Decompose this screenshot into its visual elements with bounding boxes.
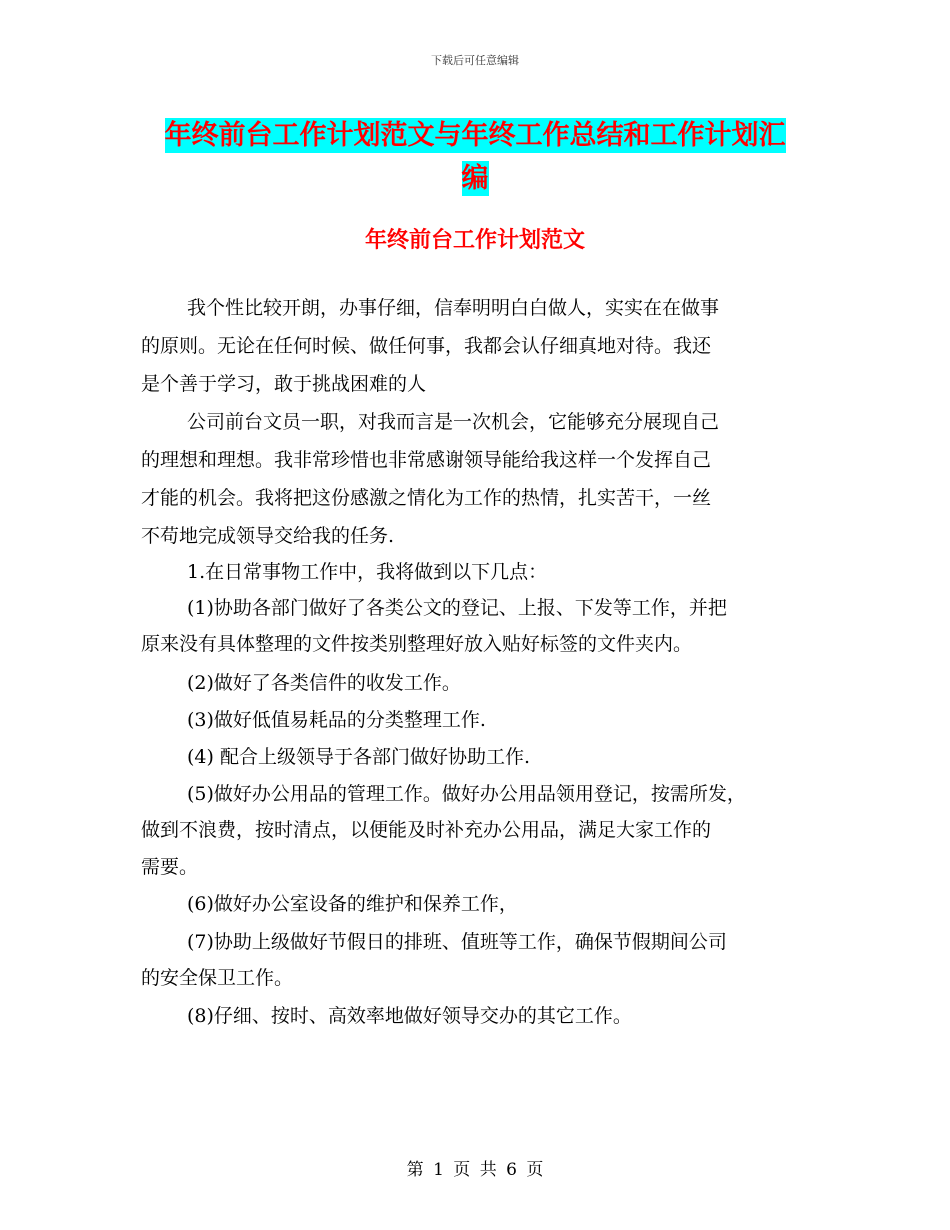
list-item: (6)做好办公室设备的维护和保养工作， xyxy=(187,893,518,915)
paragraph-line: 公司前台文员一职，对我而言是一次机会，它能够充分展现自己 xyxy=(187,411,720,433)
list-item-continuation: 的安全保卫工作。 xyxy=(141,967,294,989)
paragraph-line: 的理想和理想。我非常珍惜也非常感谢领导能给我这样一个发挥自己 xyxy=(141,449,712,471)
list-item: (1)协助各部门做好了各类公文的登记、上报、下发等工作，并把 xyxy=(187,597,727,619)
list-item-continuation: 需要。 xyxy=(141,856,199,878)
paragraph-line: 我个性比较开朗，办事仔细，信奉明明白白做人，实实在在做事 xyxy=(187,297,720,319)
paragraph-line: 不苟地完成领导交给我的任务. xyxy=(141,525,395,547)
list-heading: 1.在日常事物工作中，我将做到以下几点： xyxy=(187,561,548,583)
document-title-line-2: 编 xyxy=(461,163,489,194)
page-number: 第 1 页 共 6 页 xyxy=(406,1160,544,1180)
document-title-line-1: 年终前台工作计划范文与年终工作总结和工作计划汇 xyxy=(164,120,786,151)
list-item-continuation: 做到不浪费，按时清点，以便能及时补充办公用品，满足大家工作的 xyxy=(141,819,712,841)
list-item: (2)做好了各类信件的收发工作。 xyxy=(187,672,461,694)
list-item: (5)做好办公用品的管理工作。做好办公用品领用登记，按需所发， xyxy=(187,783,746,805)
section-title: 年终前台工作计划范文 xyxy=(364,228,585,253)
paragraph-line: 的原则。无论在任何时候、做任何事，我都会认仔细真地对待。我还 xyxy=(141,335,712,357)
list-item: (7)协助上级做好节假日的排班、值班等工作，确保节假期间公司 xyxy=(187,931,727,953)
paragraph-line: 是个善于学习，敢于挑战困难的人 xyxy=(141,373,427,395)
header-note: 下载后可任意编辑 xyxy=(431,54,519,67)
list-item: (8)仔细、按时、高效率地做好领导交办的其它工作。 xyxy=(187,1005,632,1027)
list-item: (4) 配合上级领导于各部门做好协助工作. xyxy=(187,746,530,768)
list-item: (3)做好低值易耗品的分类整理工作. xyxy=(187,709,486,731)
list-item-continuation: 原来没有具体整理的文件按类别整理好放入贴好标签的文件夹内。 xyxy=(141,633,693,655)
paragraph-line: 才能的机会。我将把这份感激之情化为工作的热情，扎实苦干，一丝 xyxy=(141,487,712,509)
